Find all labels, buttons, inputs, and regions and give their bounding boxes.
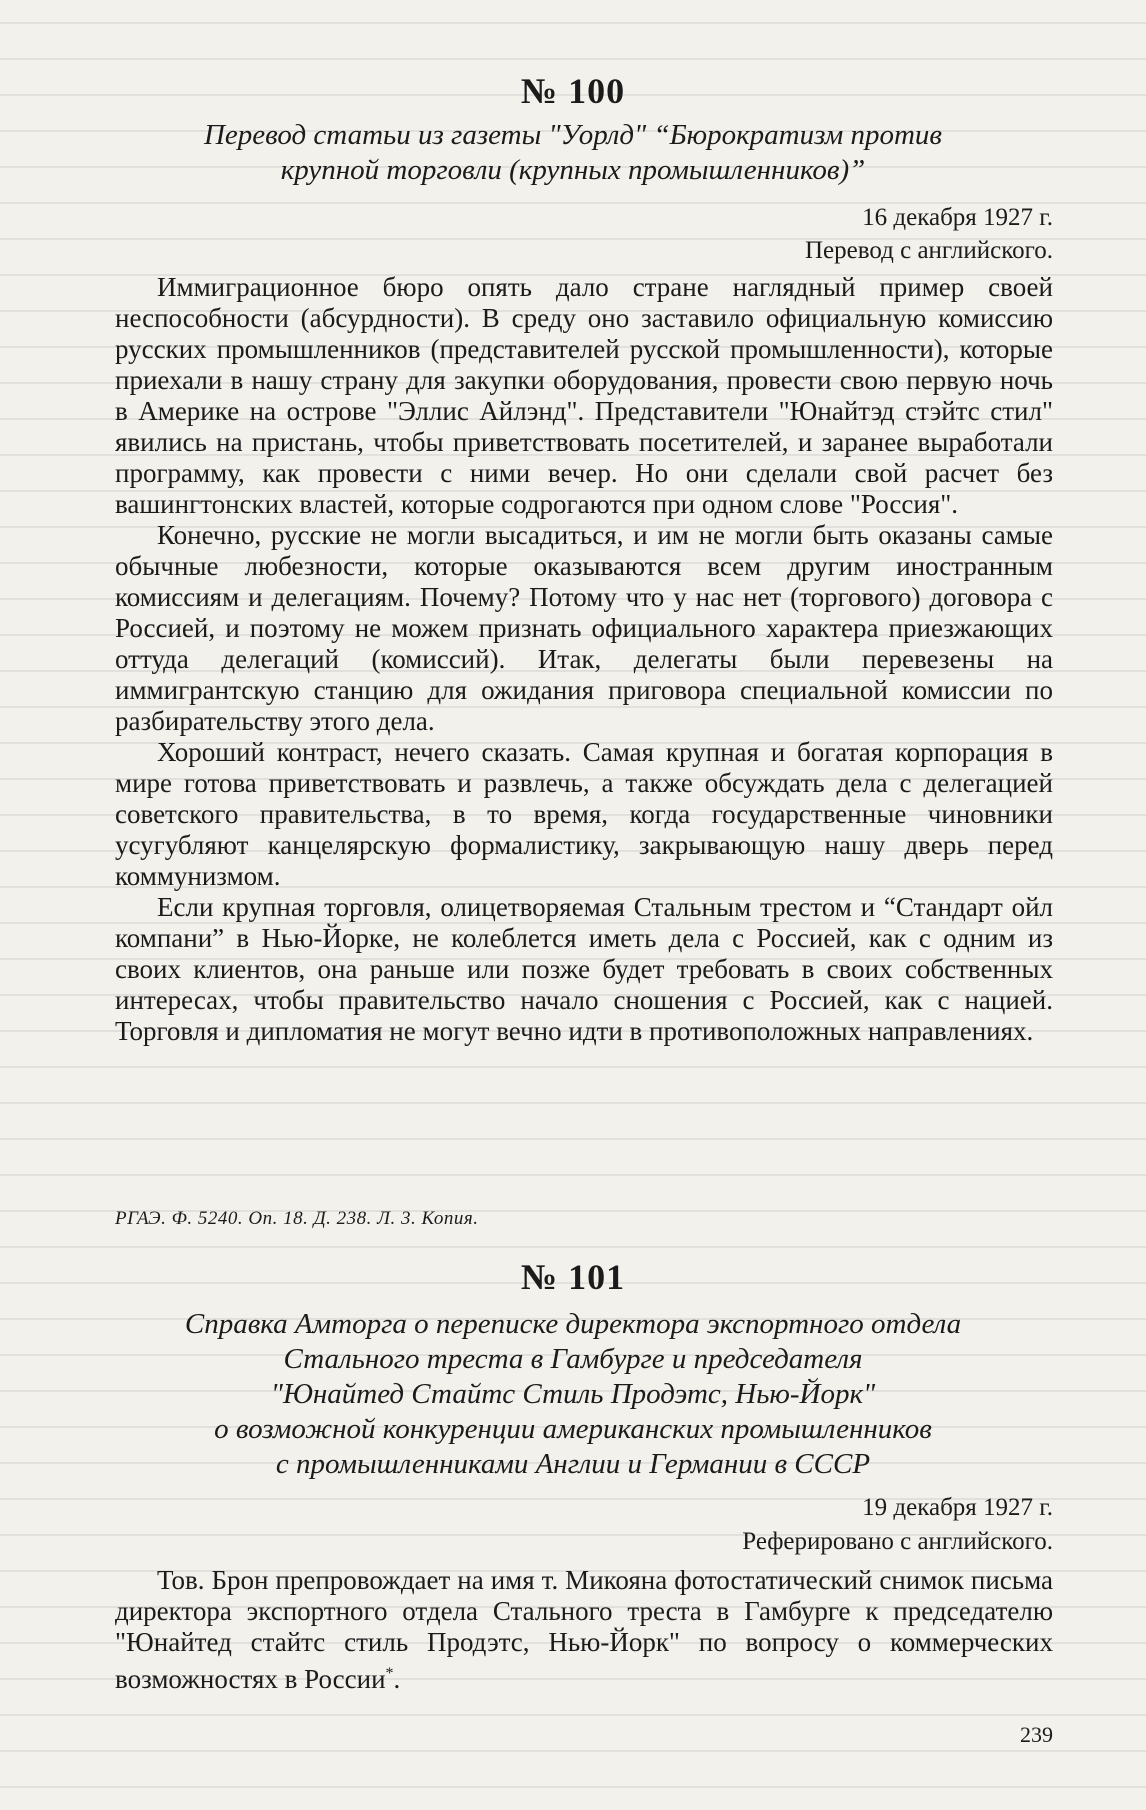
doc-101-number: № 101 xyxy=(520,1257,626,1297)
doc-101-heading-line-1: Справка Амторга о переписке директора экспортного отдела xyxy=(184,1308,962,1340)
doc-101-body xyxy=(115,1565,1053,1695)
doc-100-number: № 100 xyxy=(520,71,626,111)
doc-101-paragraph-text: Тов. Брон препровождает на имя т. Микояна фотостатический снимок письма директора экспортного отдела Стального треста в Гамбурге к председателю "Юнайтед стайтс стиль Продэтс, Нью-Йорк" по вопросу о коммерческих возможностях в России xyxy=(115,1565,1053,1694)
doc-100-translation-note: Перевод с английского. xyxy=(804,237,1053,264)
doc-101-translation-note: Реферировано с английского. xyxy=(742,1528,1053,1555)
doc-100-paragraph-4: Если крупная торговля, олицетворяемая Стальным трестом и “Стандарт ойл компани” в Нью-Йорке, не колеблется иметь дела с Россией, как с одним из своих клиентов, она раньше или позже будет требовать в своих собственных интересах, чтобы правительство начало сношения с Россией, как с нацией. Торговля и дипломатия не могут вечно идти в противоположных направлениях. xyxy=(115,892,1053,1046)
doc-101-heading-line-5: с промышленниками Англии и Германии в СССР xyxy=(275,1448,871,1480)
doc-100-body xyxy=(115,272,1053,1047)
doc-101-paragraph-period: . xyxy=(393,1664,401,1694)
doc-100-paragraph-1: Иммиграционное бюро опять дало стране наглядный пример своей неспособности (абсурдности). В среду оно заставило официальную комиссию русских промышленников (представителей русской промышленности), которые приехали в нашу страну для закупки оборудования, провести свою первую ночь в Америке на острове "Эллис Айлэнд". Представители "Юнайтэд стэйтс стил" явились на пристань, чтобы приветствовать посетителей, и заранее выработали программу, как провести с ними вечер. Но они сделали свой расчет без вашингтонских властей, которые содрогаются при одном слове "Россия". xyxy=(115,272,1053,519)
doc-100-paragraph-2: Конечно, русские не могли высадиться, и им не могли быть оказаны самые обычные любезности, которые оказываются всем другим иностранным комиссиям и делегациям. Почему? Потому что у нас нет (торгового) договора с Россией, и поэтому не можем признать официального характера приезжающих оттуда делегаций (комиссий). Итак, делегаты были перевезены на иммигрантскую станцию для ожидания приговора специальной комиссии по разбирательству этого дела. xyxy=(115,520,1053,736)
doc-100-date: 16 декабря 1927 г. xyxy=(862,204,1053,231)
page-number: 239 xyxy=(1020,1722,1053,1747)
doc-100-heading-line-1: Перевод статьи из газеты "Уорлд" “Бюрократизм против xyxy=(203,119,943,151)
doc-101-heading-line-4: о возможной конкуренции американских промышленников xyxy=(214,1413,932,1445)
doc-100-paragraph-3: Хороший контраст, нечего сказать. Самая крупная и богатая корпорация в мире готова приветствовать и развлечь, а также обсуждать дела с делегацией советского правительства, в то время, когда государственные чиновники усугубляют канцелярскую формалистику, закрывающую нашу дверь перед коммунизмом. xyxy=(115,737,1053,891)
doc-101-paragraph xyxy=(115,1565,1053,1695)
doc-100-archive-reference: РГАЭ. Ф. 5240. Оп. 18. Д. 238. Л. 3. Копия. xyxy=(115,1208,479,1229)
doc-100-heading xyxy=(60,118,1086,188)
footnote-marker: * xyxy=(385,1665,394,1682)
doc-101-heading-line-3: "Юнайтед Стайтс Стиль Продэтс, Нью-Йорк" xyxy=(270,1378,876,1410)
doc-101-date: 19 декабря 1927 г. xyxy=(862,1494,1053,1521)
doc-101-heading xyxy=(60,1307,1086,1482)
doc-101-heading-line-2: Стального треста в Гамбурге и председателя xyxy=(283,1343,863,1375)
doc-100-heading-line-2: крупной торговли (крупных промышленников)” xyxy=(280,154,866,186)
